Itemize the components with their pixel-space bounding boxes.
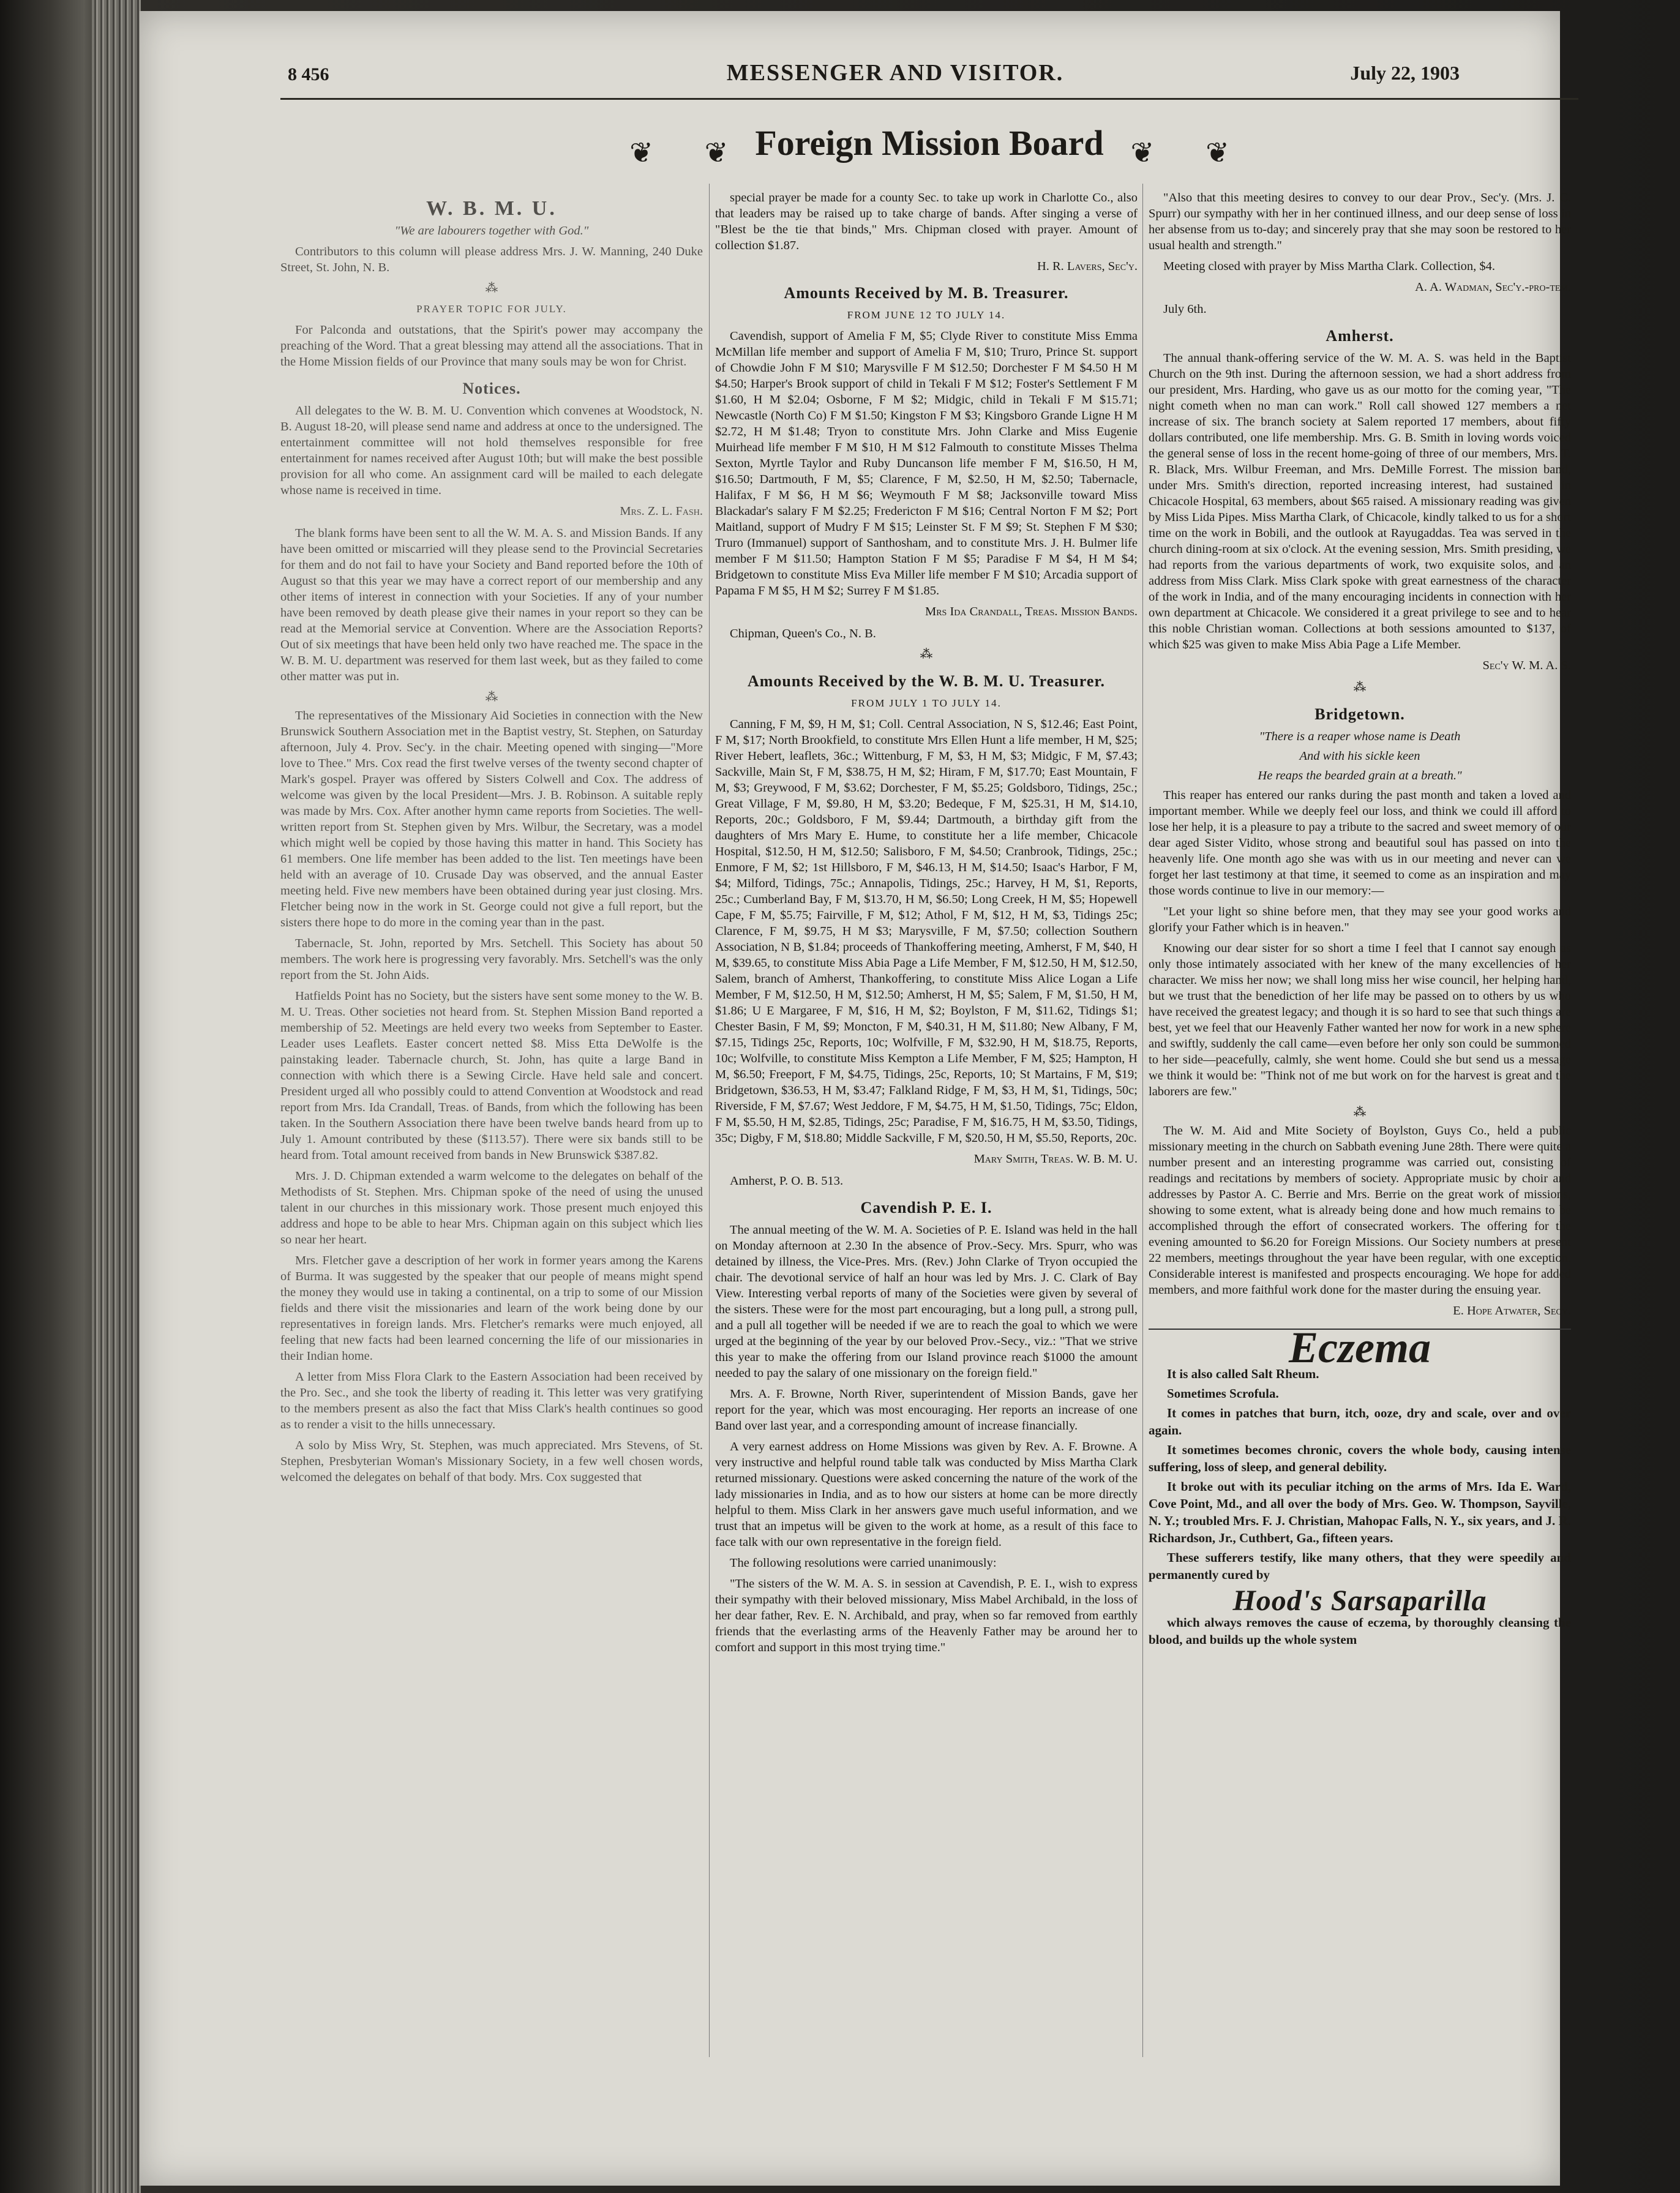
notice-paragraph: The blank forms have been sent to all the W. M. A. S. and Mission Bands. If any have been omitted or miscarried will they please send to the Provincial Secretaries for them and do not fail to have your Society and Band reported before the 10th of August so that this year we may have a correct report of our membership and any other items of interest in connection with your Societies. If any of your number have been removed by death please give their names in your report so they can be read at the Memorial service at Convention. Where are the Association Reports? Out of six meetings that have been held only two have reached me. The space in the W. B. M. U. department was reserved for them last week, but as they failed to come other matter was put in. xyxy=(280,527,703,683)
ad-line: Sometimes Scrofula. xyxy=(1167,1386,1279,1401)
motto: "We are labourers together with God." xyxy=(394,224,589,238)
notices-heading: Notices. xyxy=(462,380,521,397)
column-rule xyxy=(709,184,710,2057)
report-paragraph: Tabernacle, St. John, reported by Mrs. Setchell. This Society has about 50 members. The work here is progressing very favorably. Mrs. Setchell's was the only report from the St. John Aids. xyxy=(280,937,703,982)
newspaper-name: MESSENGER AND VISITOR. xyxy=(726,60,1064,86)
signature-address: Amherst, P. O. B. 513. xyxy=(730,1174,844,1188)
cavendish-heading: Cavendish P. E. I. xyxy=(860,1199,992,1216)
poem-line: "There is a reaper whose name is Death xyxy=(1259,730,1461,743)
ornament-icon: ❦ xyxy=(1206,137,1229,169)
ornament-icon: ❦ xyxy=(1130,137,1155,169)
report-paragraph: A letter from Miss Flora Clark to the Eastern Association had been received by the Pro. Sec., and she took the liberty of reading it. This letter was very gratifying to the members present as also the fact that Miss Clark's health continues so good as to render a visit to the hills unnecessary. xyxy=(280,1370,703,1431)
section-banner xyxy=(280,122,1578,169)
report-paragraph: The W. M. Aid and Mite Society of Boylston, Guys Co., held a public missionary meeting in the church on Sabbath evening June 28th. There were quite a number present and an interesting programme was carried out, consisting of readings and recitations by members of society. Appropriate music by choir and addresses by Pastor A. C. Berrie and Mrs. Berrie on the great work of missions, showing to some extent, what is already being done and how much remains to be accomplished through the effort of consecrated workers. The offering for the evening amounted to $6.20 for Foreign Missions. Our Society numbers at present 22 members, meetings throughout the year have been regular, with one exception. Considerable interest is manifested and prospects encouraging. We hope for added members, and more faithful work done for the master during the ensuing year. xyxy=(1149,1124,1571,1297)
ad-title: Eczema xyxy=(1289,1323,1431,1372)
ad-line: It is also called Salt Rheum. xyxy=(1167,1366,1319,1381)
advertisement xyxy=(1149,1323,1571,1648)
report-paragraph: This reaper has entered our ranks during the past month and taken a loved and important member. While we deeply feel our loss, and think we could ill afford to lose her help, it is a pleasure to pay a tribute to the sacred and sweet memory of our dear aged Sister Vidito, whose strong and beautiful soul has passed on into the heavenly life. One month ago she was with us in our meeting and never can we forget her last testimony at that time, it seemed to come as an inspiration and may those words continue to live in our memory:— xyxy=(1149,789,1571,898)
report-paragraph: The representatives of the Missionary Aid Societies in connection with the New Brunswick Southern Association met in the Baptist vestry, St. Stephen, on Saturday afternoon, July 4. Prov. Sec'y. in the chair. Meeting opened with singing—"More love to Thee." Mrs. Cox read the first twelve verses of the twenty second chapter of Mark's gospel. Prayer was offered by Sisters Colwell and Cox. The address of welcome was given by the local President—Mrs. J. B. Robinson. A suitable reply was made by Mrs. Cox. After another hymn came reports from Societies. The well-written report from St. Stephen given by Mrs. Wilbur, the Secretary, was a model which might well be copied by those having this matter in hand. This Society has 61 members. One life member has been added to the list. Ten meetings have been held with an average of 10. Crusade Day was observed, and the annual Easter meeting held. Five new members have been obtained during year just closing. Mrs. Fletcher being now in the work in St. George could not give a full report, but the sisters there hope to do more in the coming year than in the past. xyxy=(280,709,703,929)
signature-address: Chipman, Queen's Co., N. B. xyxy=(730,627,876,640)
receipts-list: Cavendish, support of Amelia F M, $5; Clyde River to constitute Miss Emma McMillan life member and support of Amelia F M, $10; Truro, Prince St. support of Chowdie John F M $10; Marysville F M $12.50; Dorchester F M $4.50 H M $4.50; Harper's Brook support of child in Tekali F M $12; Foster's Settlement F M $1.60, H M $2.04; Osborne, F M $2; Midgic, child in Tekali F M $15.71; Newcastle (North Co) F M $1.50; Kingston F M $3; Kingsboro Grande Ligne H M $2.72, H M $1.48; Tryon to constitute Mrs. John Clarke and Miss Eugenie Muirhead life member F M $10, H M $12 Falmouth to constitute Misses Thelma Sexton, Myrtle Taylor and Ruby Duncanson life member F M, $16.50, H M, $16.50; Dartmouth, F M, $5; Clarence, F M, $2.50, H M, $2.50; Tabernacle, Halifax, F M $6, H M $6; Weymouth F M $8; Jacksonville toward Miss Blackadar's salary F M $2.25; Fredericton F M $16; Central Norton F M $2; Port Maitland, support of Mudry F M $15; Leinster St. F M $9; St. Stephen F M $30; Truro (Immanuel) support of Santhosham, and to constitute Mrs. J. H. Bulmer life member F M $11.50; Hampton Station F M $5; Paradise F M $4, H M $4; Bridgetown to constitute Miss Eva Miller life member F M $10; Arcadia support of Papama F M $5, H M $2; Surrey F M $1.85. xyxy=(715,329,1138,598)
report-date: July 6th. xyxy=(1163,302,1207,316)
ad-line: which always removes the cause of eczema, by thoroughly cleansing the blood, and builds up the whole system xyxy=(1149,1615,1571,1647)
report-paragraph: The annual thank-offering service of the W. M. A. S. was held in the Baptist Church on the 9th inst. During the afternoon session, we had a short address from our president, Mrs. Harding, who gave us as our motto for the coming year, "The night cometh when no man can work." Roll call showed 127 members a net increase of six. The branch society at Salem reported 17 members, about fifty dollars contributed, one life membership. Mrs. G. B. Smith in loving words voiced the general sense of loss in the recent home-going of three of our members, Mrs. T. R. Black, Mrs. Wilbur Freeman, and Mrs. DeMille Forrest. The mission band, under Mrs. Smith's direction, reported increasing interest, had sustained in Chicacole Hospital, 63 members, about $65 raised. A missionary reading was given by Miss Lida Pipes. Miss Martha Clark, of Chicacole, kindly talked to us for a short time on the work in Bobili, and the outlook at Rayugaddas. Tea was served in the church dining-room at six o'clock. At the evening session, Mrs. Smith presiding, we had reports from the various departments of work, two exquisite solos, and an address from Miss Clark. Miss Clark spoke with great earnestness of the character of the work in India, and of the many encouraging incidents in connection with her own department at Chicacole. We considered it a great privilege to see and to hear this noble Christian woman. Collections at both sessions amounted to $137, of which $25 was given to make Miss Abia Page a Life Member. xyxy=(1149,351,1571,651)
receipts-list: Canning, F M, $9, H M, $1; Coll. Central Association, N S, $12.46; East Point, F M, $17; North Brookfield, to constitute Mrs Ellen Hunt a life member, H M, $25; River Hebert, leaflets, 36c.; Wittenburg, F M, $3, H M, $3; Midgic, F M, $7.43; Sackville, Main St, F M, $38.75, H M, $2; Hiram, F M, $17.70; East Mountain, F M, $3; Greywood, F M, $3.62; Dorchester, F M, $5.25; Goldsboro, Tidings, 25c.; Great Village, F M, $9.80, H M, $3.20; Bedeque, F M, $25.31, H M, $14.10, Reports, 20c.; Goldsboro, F M, $9.44; Dartmouth, a birthday gift from the daughters of Mrs Mary E. Hume, to constitute her a life member, Chicacole Hospital, $12.50, H M, $12.50; Salisboro, F M, $4.50; Cranbrook, Tidings, 25c.; Enmore, F M, $2; 1st Hillsboro, F M, $46.13, H M, $14.50; Isaac's Harbor, F M, $4; Milford, Tidings, 75c.; Annapolis, Tidings, 25c.; Harvey, H M, $1, Reports, 25c.; Cumberland Bay, F M, $13.70, H M, $6.50; Long Creek, H M, $5; Hopewell Cape, F M, $5.75; Fairville, F M, $12; Athol, F M, $12, H M, $3, Tidings 25c; Clarence, F M, $9.75, H M $3; Marysville, F M, $7.50; collection Southern Association, N B, $1.84; proceeds of Thankoffering meeting, Amherst, F M, $40, H M, $39.65, to constitute Miss Abia Page a Life Member, F M, $12.50, H M, $12.50, Salem, branch of Amherst, Thankoffering, to constitute Miss Alice Logan a Life Member, F M, $12.50, H M, $12.50; Amherst, H M, $5; Salem, F M, $1.50, H M, $1.86; U E Margaree, F M, $16, H M, $2; Boylston, F M, $11.62, Tidings $1; Chester Basin, F M, $9; Moncton, F M, $40.31, H M, $11.80; New Albany, F M, $7.15, Tidings 25c, Reports, 10c; Wolfville, F M, $32.90, H M, $18.75, Reports, 10c; Wolfville, to constitute Miss Kempton a Life Member, F M, $25; Hampton, H M, $6.50; Freeport, F M, $4.75, Tidings, 25c, Reports, 10; St Martains, F M, $19; Bridgetown, $36.53, H M, $3.47; Falkland Ridge, F M, $3, H M, $1, Tidings, 50c; Riverside, F M, $7.67; West Jeddore, F M, $4.75, H M, $1.50, Tidings, 75c; Eldon, F M, $5.50, H M, $2.85, Tidings, 25c; Paradise, F M, $16.75, H M, $3.50, Tidings, 35c; Digby, F M, $18.80; Middle Sackville, F M, $20.50, H M, $5.50, Reports, 20c. xyxy=(715,718,1138,1145)
amherst-heading: Amherst. xyxy=(1326,327,1394,345)
report-paragraph: Mrs. J. D. Chipman extended a warm welcome to the delegates on behalf of the Methodists of St. Stephen. Mrs. Chipman spoke of the need of using the unused talent in our churches in this missionary work. Those present much enjoyed this address and hope to be able to hear Mrs. Chipman again on this subject which lies so near her heart. xyxy=(280,1169,703,1246)
notice-paragraph: All delegates to the W. B. M. U. Convention which convenes at Woodstock, N. B. August 18-20, will please send name and address at once to the undersigned. The entertainment committee will not hold themselves responsible for free entertainment for names received after August 10th; but will make the best possible provision for all who come. An assignment card will be mailed to each delegate whose name is received in time. xyxy=(280,404,703,497)
report-paragraph: Mrs. Fletcher gave a description of her work in former years among the Karens of Burma. It was suggested by the speaker that our people of means might spend the money they would use in taking a continental, on a trip to some of our Mission fields and there visit the missionaries and learn of the work being done by our representatives in foreign lands. Mrs. Fletcher's remarks were much enjoyed, all feeling that new facts had been learned concerning the life of our missionaries in their Indian home. xyxy=(280,1254,703,1363)
bridgetown-heading: Bridgetown. xyxy=(1314,705,1405,723)
asterism: ⁂ xyxy=(1353,1106,1367,1119)
wbmu-treasurer-heading: Amounts Received by the W. B. M. U. Treasurer. xyxy=(747,672,1106,690)
signature: E. Hope Atwater, Secy. xyxy=(1453,1304,1571,1318)
scripture-quote: "Let your light so shine before men, that they may see your good works and glorify your Father which is in heaven." xyxy=(1149,905,1571,934)
page-edges xyxy=(92,0,141,2193)
asterism: ⁂ xyxy=(485,282,498,295)
mb-treasurer-heading: Amounts Received by M. B. Treasurer. xyxy=(784,284,1069,302)
report-paragraph: Mrs. A. F. Browne, North River, superintendent of Mission Bands, gave her report for the year, which was most encouraging. Her reports an increase of one Band over last year, and a corresponding amount of increase financially. xyxy=(715,1387,1138,1433)
report-paragraph: Knowing our dear sister for so short a time I feel that I cannot say enough as only those intimately associated with her knew of the many excellencies of her character. We miss her now; we shall long miss her wise council, her helping hand, but we trust that the benediction of her life may be passed on to others by us who have received the greatest legacy; and though it is so hard to see that such things are best, yet we feel that our Heavenly Father wanted her now for work in a new sphere and swiftly, suddenly the call came—even before her only son could be summoned to her side—peacefully, calmly, she went home. Could she but send us a message we think it would be: "Think not of me but work on for the harvest is great and the laborers are few." xyxy=(1149,942,1571,1098)
header-rule xyxy=(280,98,1578,100)
resolution-paragraph: "Also that this meeting desires to convey to our dear Prov., Sec'y. (Mrs. J. C. Spurr) our sympathy with her in her continued illness, and our deep sense of loss in her absense from us to-day; and sincerely pray that she may soon be restored to her usual health and strength." xyxy=(1149,191,1571,252)
asterism: ⁂ xyxy=(920,648,933,661)
column-reports xyxy=(1149,190,1571,1651)
column-rule xyxy=(1142,184,1143,2057)
ad-line: It broke out with its peculiar itching on the arms of Mrs. Ida E. Ward, Cove Point, Md., and all over the body of Mrs. Geo. W. Thompson, Sayville, N. Y.; troubled Mrs. F. J. Christian, Mahopac Falls, N. Y., six years, and J. R. Richardson, Jr., Cuthbert, Ga., fifteen years. xyxy=(1149,1479,1571,1545)
poem-line: He reaps the bearded grain at a breath." xyxy=(1258,769,1462,782)
ornament-icon: ❦ xyxy=(629,137,653,169)
report-paragraph: A solo by Miss Wry, St. Stephen, was much appreciated. Mrs Stevens, of St. Stephen, Presbyterian Woman's Missionary Society, in a few well chosen words, welcomed the delegates on behalf of that body. Mrs. Cox suggested that xyxy=(280,1439,703,1484)
asterism: ⁂ xyxy=(1353,681,1367,694)
ad-line: It comes in patches that burn, itch, ooze, dry and scale, over and over again. xyxy=(1149,1406,1571,1438)
ad-line: These sufferers testify, like many others, that they were speedily and permanently cured by xyxy=(1149,1550,1571,1582)
ad-brand: Hood's Sarsaparilla xyxy=(1232,1584,1487,1617)
poem-line: And with his sickle keen xyxy=(1299,749,1420,763)
report-paragraph: A very earnest address on Home Missions was given by Rev. A. F. Browne. A very instructive and helpful round table talk was conducted by Miss Martha Clark returned missionary. Questions were asked concerning the nature of the work of the lady missionaries in India, and as to how our sisters at home can be more directly helpful to them. Miss Clark in her answers gave much useful information, and we trust that an impetus will be given to the work at home, as a result of this face to face talk with our own representative in the foreign field. xyxy=(715,1440,1138,1549)
signature: H. R. Lavers, Sec'y. xyxy=(1037,260,1138,273)
signature: A. A. Wadman, Sec'y.-pro-tem. xyxy=(1415,280,1571,294)
signature: Sec'y W. M. A. S. xyxy=(1482,659,1571,672)
column-wbmu xyxy=(280,190,703,1490)
date-range: FROM JULY 1 TO JULY 14. xyxy=(851,697,1002,709)
intro-text: Contributors to this column will please address Mrs. J. W. Manning, 240 Duke Street, St. John, N. B. xyxy=(280,245,703,274)
report-paragraph: Hatfields Point has no Society, but the sisters have sent some money to the W. B. M. U. Treas. Other societies not heard from. St. Stephen Mission Band reported a membership of 52. Meetings are held every two weeks from September to Easter. Leader uses Leaflets. Easter concert netted $8. Miss Etta DeWolfe is the painstaking leader. Tabernacle church, St. John, has quite a large Band in connection with which there is a Sewing Circle. Have held sale and concert. President urged all who possibly could to attend Convention at Woodstock and read report from Mrs. Ida Crandall, Treas. of Bands, from which the following has been taken. In the Southern Association there have been twelve bands heard from up to July 1. Amount contributed by these ($113.57). There were six bands still to be heard from. Total amount received from bands in New Brunswick $387.82. xyxy=(280,989,703,1162)
column-title: W. B. M. U. xyxy=(426,197,557,220)
prayer-topic-heading: PRAYER TOPIC FOR JULY. xyxy=(416,303,567,315)
signature: Mrs Ida Crandall, Treas. Mission Bands. xyxy=(924,605,1138,618)
ornament-icon: ❦ xyxy=(704,137,729,169)
asterism: ⁂ xyxy=(485,691,498,704)
signature: Mary Smith, Treas. W. B. M. U. xyxy=(973,1152,1138,1166)
page-number: 8 456 xyxy=(288,64,329,84)
ad-line: It sometimes becomes chronic, covers the whole body, causing intense suffering, loss of sleep, and general debility. xyxy=(1149,1442,1571,1474)
continued-paragraph: special prayer be made for a county Sec. to take up work in Charlotte Co., also that leaders may be raised up to take charge of bands. After singing a verse of "Blest be the tie that binds," Mrs. Chipman closed with prayer. Amount of collection $1.87. xyxy=(715,191,1138,252)
section-title: Foreign Mission Board xyxy=(755,123,1104,163)
notice-signature: Mrs. Z. L. Fash. xyxy=(620,504,703,518)
report-paragraph: Meeting closed with prayer by Miss Martha Clark. Collection, $4. xyxy=(1163,260,1496,273)
report-paragraph: The following resolutions were carried unanimously: xyxy=(730,1556,997,1570)
issue-date: July 22, 1903 xyxy=(1350,62,1460,84)
column-treasurer xyxy=(715,190,1138,1660)
report-paragraph: The annual meeting of the W. M. A. Societies of P. E. Island was held in the hall on Monday afternoon at 2.30 In the absence of Prov.-Secy. Mrs. Spurr, who was detained by illness, the Vice-Pres. Mrs. (Rev.) John Clarke of Tryon occupied the chair. The devotional service of half an hour was led by Mrs. J. C. Clark of Bay View. Interesting verbal reports of many of the Societies were given by several of the sisters. These were for the most part encouraging, but a long pull, a strong pull, and a pull all together will be needed if we are to reach the goal to which we were urged at the beginning of the year by our beloved Prov.-Secy., viz.: "That we strive this year to make the offering from our Island province reach $1000 the amount needed to pay the salary of one missionary on the foreign field." xyxy=(715,1223,1138,1380)
date-range: FROM JUNE 12 TO JULY 14. xyxy=(847,309,1006,321)
prayer-topic: For Palconda and outstations, that the Spirit's power may accompany the preaching of the Word. That a great blessing may attend all the associations. That in the Home Mission fields of our Province that many souls may be won for Christ. xyxy=(280,323,703,369)
resolution-paragraph: "The sisters of the W. M. A. S. in session at Cavendish, P. E. I., wish to express their sympathy with their beloved missionary, Miss Mabel Archibald, in the loss of her dear father, Rev. E. N. Archibald, and pray, when so far removed from earthly friends that the everlasting arms of the Heavenly Father may be around her to comfort and support in this most trying time." xyxy=(715,1577,1138,1654)
page-header xyxy=(147,58,1643,95)
